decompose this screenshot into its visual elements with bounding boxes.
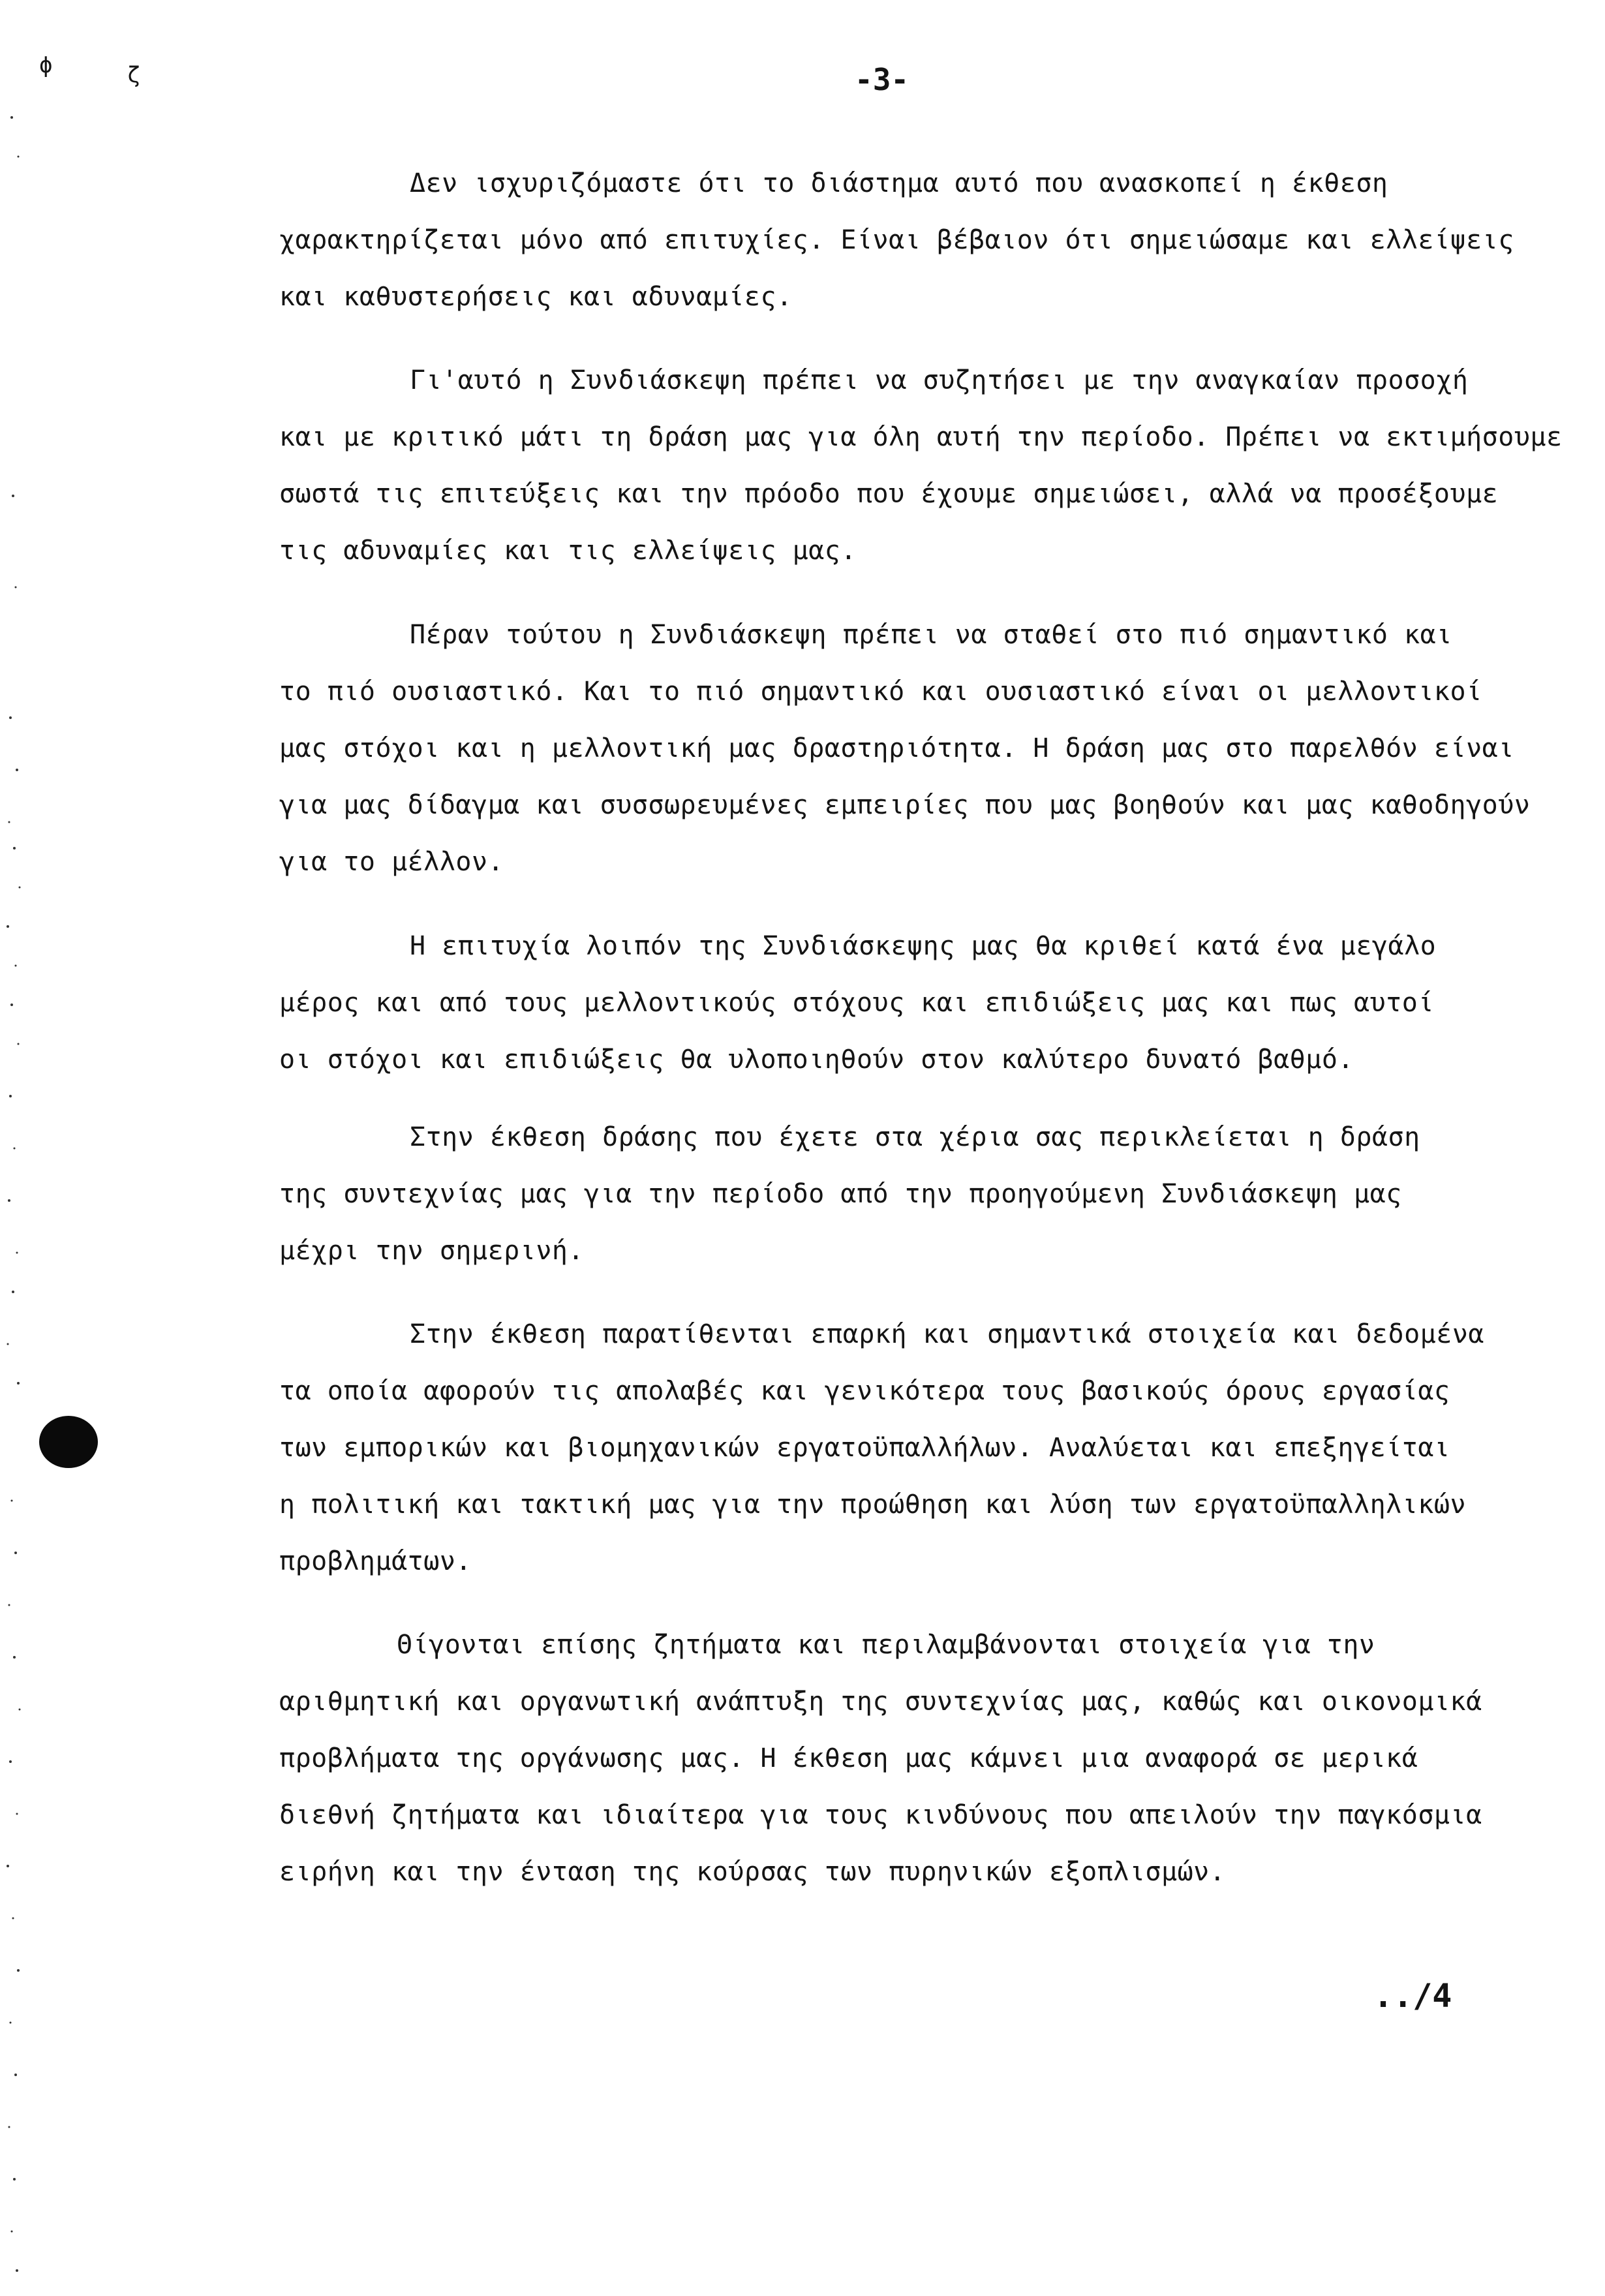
- paragraph-6-line-5: προβλημάτων.: [279, 1546, 472, 1576]
- paragraph-6-line-4: η πολιτική και τακτική μας για την προώθηση και λύση των εργατοϋπαλληλικών: [279, 1490, 1467, 1520]
- paragraph-4-line-3: οι στόχοι και επιδιώξεις θα υλοποιηθούν στον καλύτερο δυνατό βαθμό.: [279, 1045, 1354, 1075]
- paragraph-5-line-3: μέχρι την σημερινή.: [279, 1236, 585, 1266]
- paragraph-3-line-4: για μας δίδαγμα και συσσωρευμένες εμπειρίες που μας βοηθούν και μας καθοδηγούν: [279, 790, 1531, 820]
- paragraph-2-line-4: τις αδυναμίες και τις ελλείψεις μας.: [279, 536, 857, 566]
- paragraph-3-line-2: το πιό ουσιαστικό. Και το πιό σημαντικό και ουσιαστικό είναι οι μελλοντικοί: [279, 677, 1482, 707]
- paragraph-4-line-2: μέρος και από τους μελλοντικούς στόχους και επιδιώξεις μας και πως αυτοί: [279, 988, 1434, 1018]
- paragraph-3-line-1: Πέραν τούτου η Συνδιάσκεψη πρέπει να σταθεί στο πιό σημαντικό και: [410, 620, 1452, 650]
- paragraph-7-line-2: αριθμητική και οργανωτική ανάπτυξη της συντεχνίας μας, καθώς και οικονομικά: [279, 1687, 1482, 1717]
- paragraph-6-line-2: τα οποία αφορούν τις απολαβές και γενικότερα τους βασικούς όρους εργασίας: [279, 1376, 1450, 1406]
- paragraph-1-line-3: και καθυστερήσεις και αδυναμίες.: [279, 282, 793, 312]
- binding-edge-marks: [0, 0, 72, 2293]
- paragraph-3-line-5: για το μέλλον.: [279, 847, 504, 877]
- paragraph-2-line-2: και με κριτικό μάτι τη δράση μας για όλη αυτή την περίοδο. Πρέπει να εκτιμήσουμε: [279, 422, 1563, 452]
- paragraph-7-line-1: Θίγονται επίσης ζητήματα και περιλαμβάνονται στοιχεία για την: [397, 1630, 1375, 1660]
- paragraph-2-line-3: σωστά τις επιτεύξεις και την πρόοδο που έχουμε σημειώσει, αλλά να προσέξουμε: [279, 479, 1499, 509]
- paragraph-6-line-1: Στην έκθεση παρατίθενται επαρκή και σημαντικά στοιχεία και δεδομένα: [410, 1319, 1484, 1349]
- paragraph-7-line-5: ειρήνη και την ένταση της κούρσας των πυρηνικών εξοπλισμών.: [279, 1857, 1226, 1887]
- paragraph-7-line-3: προβλήματα της οργάνωσης μας. Η έκθεση μας κάμνει μια αναφορά σε μερικά: [279, 1743, 1418, 1773]
- paragraph-1-line-2: χαρακτηρίζεται μόνο από επιτυχίες. Είναι βέβαιον ότι σημειώσαμε και ελλείψεις: [279, 225, 1514, 255]
- margin-mark-1: ϕ: [39, 52, 53, 78]
- page-number: -3-: [855, 62, 910, 97]
- paragraph-2-line-1: Γι'αυτό η Συνδιάσκεψη πρέπει να συζητήσει με την αναγκαίαν προσοχή: [410, 365, 1469, 395]
- paragraph-3-line-3: μας στόχοι και η μελλοντική μας δραστηριότητα. Η δράση μας στο παρελθόν είναι: [279, 733, 1514, 763]
- paragraph-1-line-1: Δεν ισχυριζόμαστε ότι το διάστημα αυτό που ανασκοπεί η έκθεση: [410, 168, 1388, 198]
- paragraph-5-line-2: της συντεχνίας μας για την περίοδο από την προηγούμενη Συνδιάσκεψη μας: [279, 1179, 1402, 1209]
- paragraph-5-line-1: Στην έκθεση δράσης που έχετε στα χέρια σας περικλείεται η δράση: [410, 1122, 1420, 1152]
- ink-blot: [39, 1416, 98, 1468]
- paragraph-7-line-4: διεθνή ζητήματα και ιδιαίτερα για τους κινδύνους που απειλούν την παγκόσμια: [279, 1800, 1482, 1830]
- margin-mark-2: ζ: [127, 62, 141, 88]
- paragraph-4-line-1: Η επιτυχία λοιπόν της Συνδιάσκεψης μας θα κριθεί κατά ένα μεγάλο: [410, 931, 1437, 961]
- continuation-marker: ../4: [1373, 1977, 1452, 2015]
- binding-specks: [0, 0, 72, 2293]
- paragraph-6-line-3: των εμπορικών και βιομηχανικών εργατοϋπαλλήλων. Αναλύεται και επεξηγείται: [279, 1433, 1450, 1463]
